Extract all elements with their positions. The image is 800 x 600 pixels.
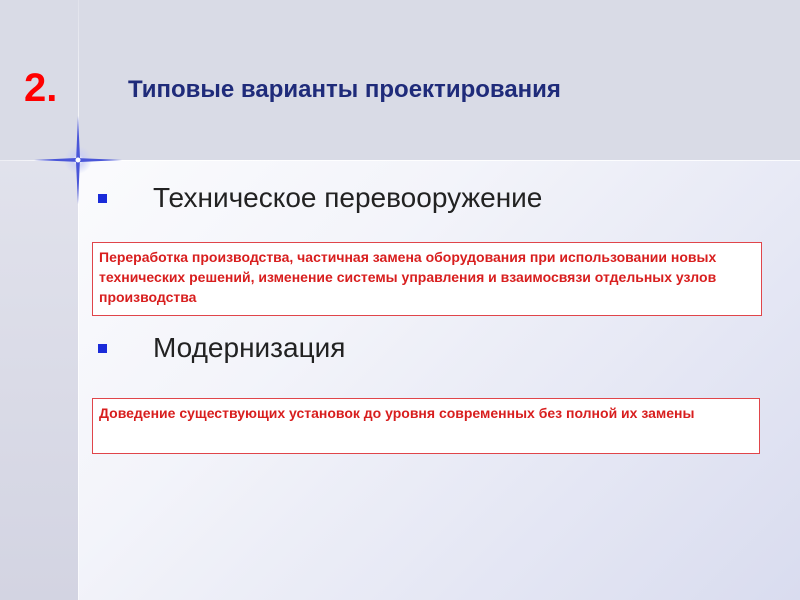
bullet-item-technical-reequipment — [98, 180, 542, 216]
square-bullet-icon — [98, 194, 107, 203]
bullet-heading: Модернизация — [153, 332, 346, 363]
definition-box-technical-reequipment: Переработка производства, частичная замена оборудования при использовании новых технических решений, изменение системы управления и взаимосвязи отдельных узлов производства — [92, 242, 762, 316]
square-bullet-icon — [98, 344, 107, 353]
bullet-item-modernization — [98, 330, 345, 366]
slide-title: Типовые варианты проектирования — [128, 76, 561, 103]
bullet-heading: Техническое перевооружение — [153, 182, 543, 213]
left-strip — [0, 160, 78, 600]
vertical-divider — [78, 0, 79, 600]
definition-box-modernization: Доведение существующих установок до уровня современных без полной их замены — [92, 398, 760, 454]
slide-number: 2. — [24, 66, 58, 110]
